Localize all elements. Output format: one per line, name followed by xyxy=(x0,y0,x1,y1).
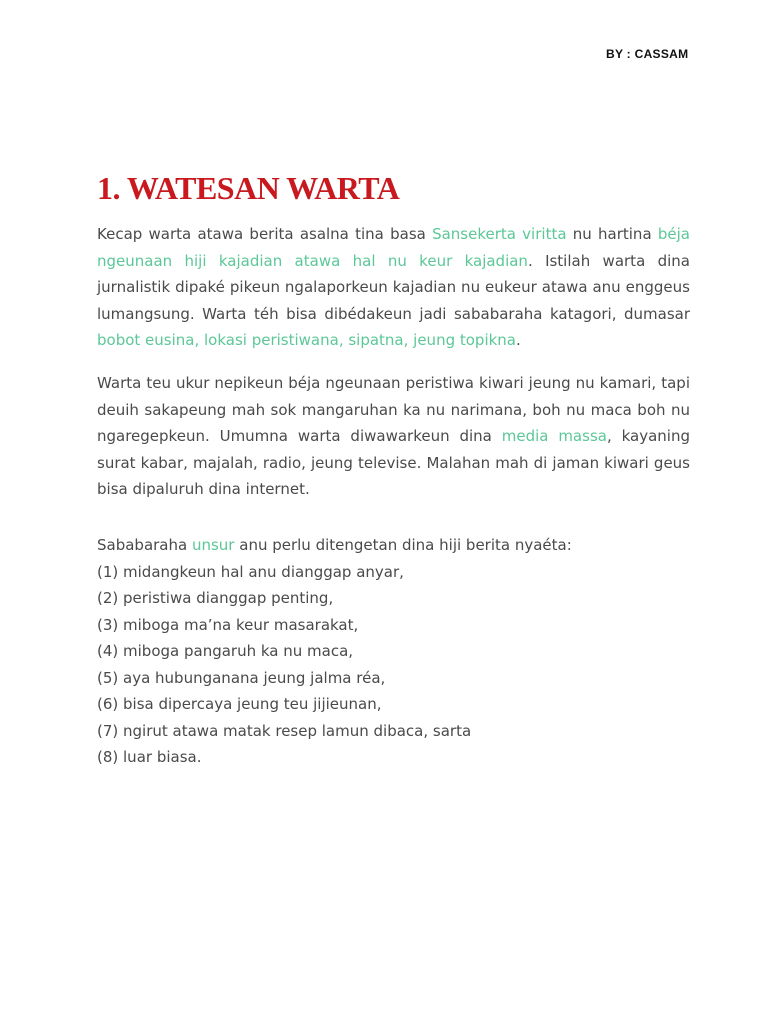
highlight-term: bobot eusina, lokasi peristiwana, sipatna, jeung topikna xyxy=(97,331,516,349)
list-item: (2) peristiwa dianggap penting, xyxy=(97,589,334,607)
paragraph-text: nu hartina xyxy=(566,225,658,243)
list-item: (3) miboga ma’na keur masarakat, xyxy=(97,615,359,634)
list-item: (8) luar biasa. xyxy=(97,748,202,766)
author-byline: BY : CASSAM xyxy=(606,47,689,61)
list-item: (5) aya hubunganana jeung jalma réa, xyxy=(97,668,386,687)
paragraph-text: Warta teu ukur nepikeun béja ngeunaan peristiwa kiwari jeung nu kamari, tapi deuih sakapeung mah sok mangaruhan ka nu narimana, boh nu maca boh nu ngaregepkeun. Umumna warta diwawarkeun dina xyxy=(97,374,690,445)
highlight-term: media massa xyxy=(501,427,607,445)
list-item: (1) midangkeun hal anu dianggap anyar, xyxy=(97,562,404,581)
section-title: 1. WATESAN WARTA xyxy=(97,170,400,206)
paragraph-text: Sababaraha xyxy=(97,536,192,554)
list-item: (6) bisa dipercaya jeung teu jijieunan, xyxy=(97,695,382,713)
paragraph-text: . xyxy=(516,331,521,349)
paragraph-definition xyxy=(97,221,690,354)
elements-list xyxy=(97,532,690,771)
list-item: (7) ngirut atawa matak resep lamun dibaca, sarta xyxy=(97,721,472,740)
highlight-term: unsur xyxy=(191,536,235,554)
paragraph-purpose xyxy=(97,370,690,503)
highlight-term: Sansekerta viritta xyxy=(432,225,567,243)
paragraph-text: anu perlu ditengetan dina hiji berita nyaéta: xyxy=(234,536,572,554)
elements-intro xyxy=(97,532,690,559)
paragraph-text: , kayaning surat kabar, majalah, radio, jeung televise. Malahan mah di jaman kiwari geus bisa dipaluruh dina internet. xyxy=(97,427,690,498)
paragraph-text: Kecap warta atawa berita asalna tina basa xyxy=(97,225,433,243)
list-item: (4) miboga pangaruh ka nu maca, xyxy=(97,642,354,660)
highlight-term: béja ngeunaan hiji kajadian atawa hal nu keur kajadian xyxy=(97,225,690,270)
paragraph-text: . Istilah warta dina jurnalistik dipaké pikeun ngalaporkeun kajadian nu eukeur atawa anu enggeus lumangsung. Warta téh bisa dibédakeun jadi sababaraha katagori, dumasar xyxy=(97,251,690,323)
